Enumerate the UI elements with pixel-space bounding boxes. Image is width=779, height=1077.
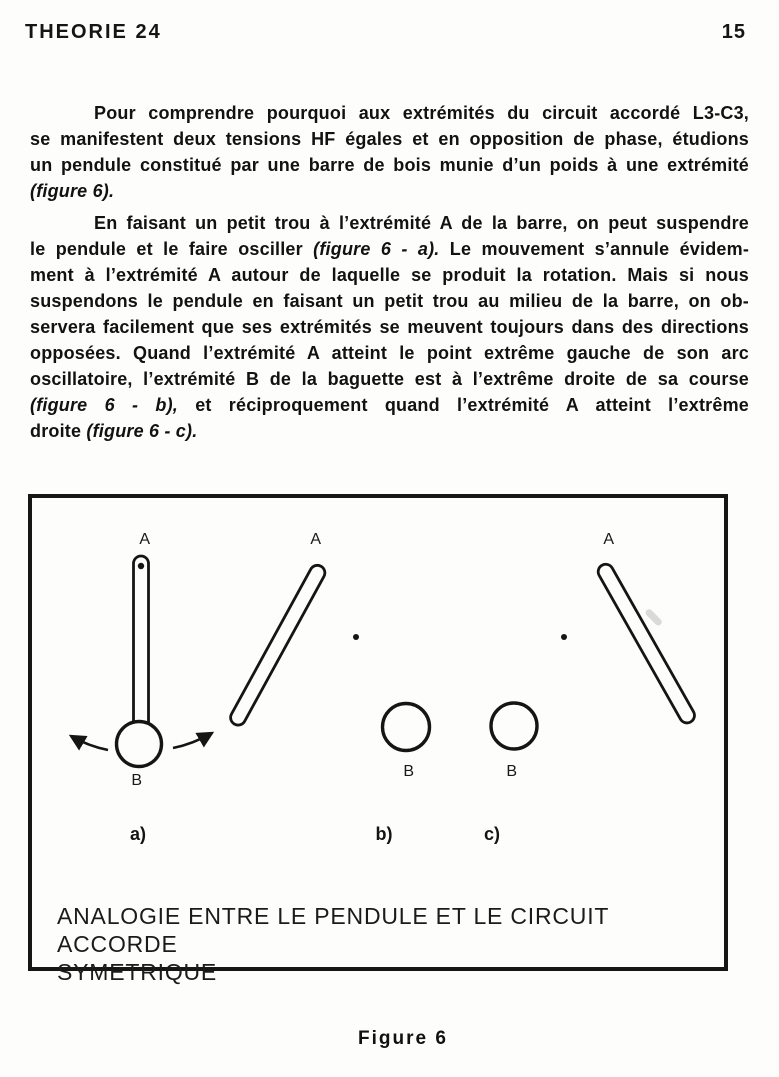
body-text-line: Pour comprendre pourquoi aux extrémités du circuit accordé L3-C3, [94, 103, 749, 123]
pendulum-diagram [32, 498, 724, 985]
text-segment: et réciproquement quand l’extrémité A atteint l’extrême [178, 395, 749, 415]
body-text-line [30, 392, 749, 418]
figure-caption [57, 902, 707, 986]
pendulum-a-weight [117, 722, 162, 767]
sublabel-b: b) [375, 824, 393, 844]
pendulum-c-rod [595, 562, 697, 726]
pendulum-c [491, 562, 697, 749]
text-segment: le pendule et le faire osciller [30, 239, 314, 259]
sublabel-c: c) [483, 824, 501, 844]
figure-ref: (figure 6 - a). [313, 239, 440, 259]
pendulum-shapes [32, 498, 724, 967]
figure-caption-line1: ANALOGIE ENTRE LE PENDULE ET LE CIRCUIT ACCORDE [57, 903, 609, 957]
swing-arrow-left [71, 736, 108, 750]
body-text-line [30, 236, 749, 262]
figure-ref: (figure 6 - c). [86, 421, 198, 441]
pendulum-a [71, 556, 212, 767]
body-text-line: servera facilement que ses extrémités se meuvent toujours dans des directions [30, 317, 749, 337]
scan-smudge [644, 608, 663, 627]
pendulum-a-pivot-hole [138, 563, 144, 569]
swing-arrow-right [173, 733, 212, 748]
paragraph-1 [30, 100, 749, 204]
label-b-top: A [310, 531, 322, 548]
body-text-line: oscillatoire, l’extrémité B de la baguette est à l’extrême droite de sa course [30, 369, 749, 389]
body-text-line: se manifestent deux tensions HF égales et en opposition de phase, étudions [30, 129, 749, 149]
header-title: THEORIE 24 [25, 21, 162, 43]
body-text-line: suspendons le pendule en faisant un petit trou au milieu de la barre, on ob- [30, 291, 749, 311]
figure-ref: (figure 6 - b), [30, 395, 178, 415]
sublabel-a: a) [129, 824, 147, 844]
body-text-line: ment à l’extrémité A autour de laquelle se produit la rotation. Mais si nous [30, 265, 749, 285]
body-text-line-figure-ref: (figure 6). [30, 181, 115, 201]
figure-number: Figure 6 [358, 1028, 448, 1049]
pendulum-b [228, 563, 430, 751]
page-number: 15 [721, 21, 746, 43]
pendulum-b-rod [228, 563, 328, 728]
label-a-bottom: B [131, 772, 143, 789]
label-c-top: A [603, 531, 615, 548]
pendulum-c-pivot-hole [561, 634, 567, 640]
label-a-top: A [139, 531, 151, 548]
figure-caption-line2: SYMETRIQUE [57, 959, 218, 985]
figure-6-frame [28, 494, 728, 985]
label-b-bottom: B [403, 763, 415, 780]
body-text-line [30, 418, 749, 444]
pendulum-a-rod [134, 556, 149, 734]
text-segment: droite [30, 421, 87, 441]
label-c-bottom: B [506, 763, 518, 780]
body-text-line: opposées. Quand l’extrémité A atteint le point extrême gauche de son arc [30, 343, 749, 363]
pendulum-c-weight [491, 703, 537, 749]
body-text-line: En faisant un petit trou à l’extrémité A de la barre, on peut suspendre [94, 213, 749, 233]
text-segment: Le mouvement s’annule évidem- [439, 239, 750, 259]
body-text-line: un pendule constitué par une barre de bois munie d’un poids à une extrémité [30, 155, 749, 175]
paragraph-2 [30, 210, 749, 444]
pendulum-b-weight [383, 704, 430, 751]
pendulum-b-pivot-hole [353, 634, 359, 640]
